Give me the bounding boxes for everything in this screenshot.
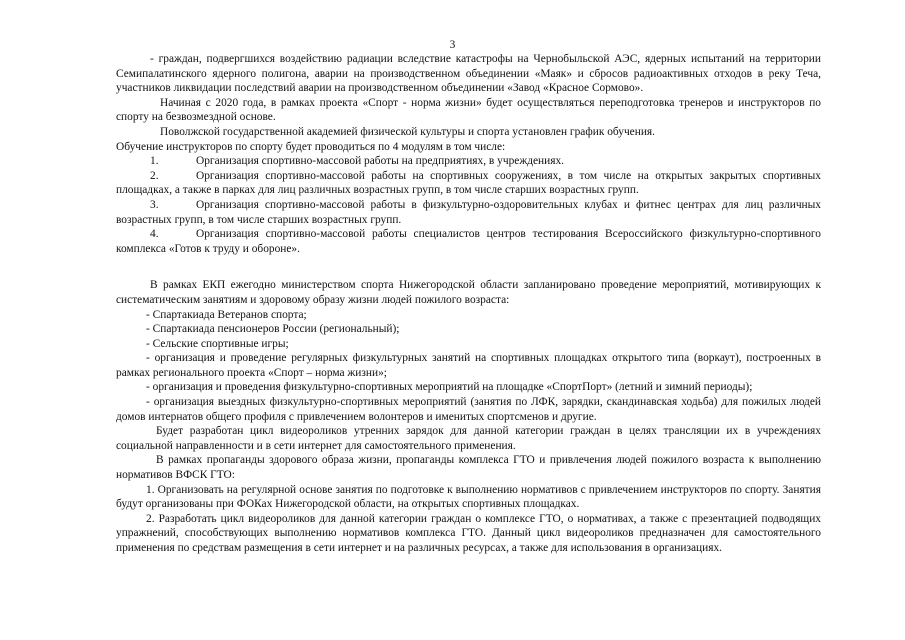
event-item: - Спартакиада пенсионеров России (региональный); (146, 323, 400, 336)
page-number: 3 (449, 39, 456, 51)
event-item: - Сельские спортивные игры; (146, 337, 289, 350)
gto-item: 2. Разработать цикл видеороликов для данной категории граждан о комплексе ГТО, о нормативах, а также с презентацией подводящих упражнений, способствующих выполнению нормативов комплекса ГТО. Данный цикл видеороликов предназначен для самостоятельного применения по средствам размещения в сети интернет и на различных ресурсах, а также для использования в организациях. (116, 512, 821, 554)
module-item (116, 169, 821, 198)
paragraph-radiation: - граждан, подвергшихся воздействию радиации вследствие катастрофы на Чернобыльской АЭС, ядерных испытаний на территории Семипалатинского ядерного полигона, аварии на производственном объединении «Маяк» и сбросов радиоактивных отходов в реку Теча, участников ликвидации последствий аварии на производственном объединении «Завод «Красное Сормово». (116, 53, 821, 95)
event-item: - организация и проведение регулярных физкультурных занятий на спортивных площадках открытого типа (воркаут), построенных в рамках регионального проекта «Спорт – норма жизни»; (116, 352, 821, 379)
module-item (116, 198, 821, 227)
module-number: 3. (150, 198, 159, 211)
event-item: - Спартакиада Ветеранов спорта; (146, 308, 307, 321)
paragraph-modules-intro: Обучение инструкторов по спорту будет проводиться по 4 модулям в том числе: (116, 140, 506, 153)
module-item (116, 227, 821, 256)
module-number: 1. (150, 155, 159, 168)
module-text: Организация спортивно-массовой работы специалистов центров тестирования Всероссийского физкультурно-спортивного комплекса «Готов к труду и обороне». (116, 228, 821, 255)
module-number: 2. (150, 169, 159, 182)
event-item: - организация выездных физкультурно-спортивных мероприятий (занятия по ЛФК, зарядки, скандинавская ходьба) для пожилых людей домов интернатов общего профиля с привлечением волонтеров и именитых спортсменов и другие. (116, 396, 821, 423)
paragraph-video-cycle: Будет разработан цикл видеороликов утренних зарядок для данной категории граждан в целях трансляции их в учреждениях социальной направленности и в сети интернет для самостоятельного применения. (116, 425, 821, 452)
module-number: 4. (150, 228, 159, 241)
paragraph-retraining: Начиная с 2020 года, в рамках проекта «Спорт - норма жизни» будет осуществляться переподготовка тренеров и инструкторов по спорту на безвозмездной основе. (116, 96, 821, 124)
paragraph-academy: Поволжской государственной академией физической культуры и спорта установлен график обучения. (160, 125, 656, 138)
event-item: - организация и проведения физкультурно-спортивных мероприятий на площадке «СпортПорт» (летний и зимний периоды); (146, 381, 753, 394)
paragraph-ekp-intro: В рамках ЕКП ежегодно министерством спорта Нижегородской области запланировано проведение мероприятий, мотивирующих к систематическим занятиям и здоровому образу жизни людей пожилого возраста: (116, 279, 821, 306)
page-content (116, 52, 821, 556)
module-text: Организация спортивно-массовой работы на предприятиях, в учреждениях. (196, 155, 565, 168)
section-gap (116, 256, 821, 278)
paragraph-gto-intro: В рамках пропаганды здорового образа жизни, пропаганды комплекса ГТО и привлечения людей пожилого возраста к выполнению нормативов ВФСК ГТО: (116, 454, 821, 482)
gto-item: 1. Организовать на регулярной основе занятия по подготовке к выполнению нормативов с привлечением инструкторов по спорту. Занятия будут организованы при ФОКах Нижегородской области, на открытых спортивных площадках. (116, 483, 821, 511)
module-text: Организация спортивно-массовой работы в физкультурно-оздоровительных клубах и фитнес центрах для лиц различных возрастных групп, в том числе старших возрастных групп. (116, 198, 821, 226)
module-item (116, 154, 821, 169)
module-text: Организация спортивно-массовой работы на спортивных сооружениях, в том числе на открытых закрытых спортивных площадках, а также в парках для лиц различных возрастных групп, в том числе старших возрастных групп. (116, 169, 821, 197)
